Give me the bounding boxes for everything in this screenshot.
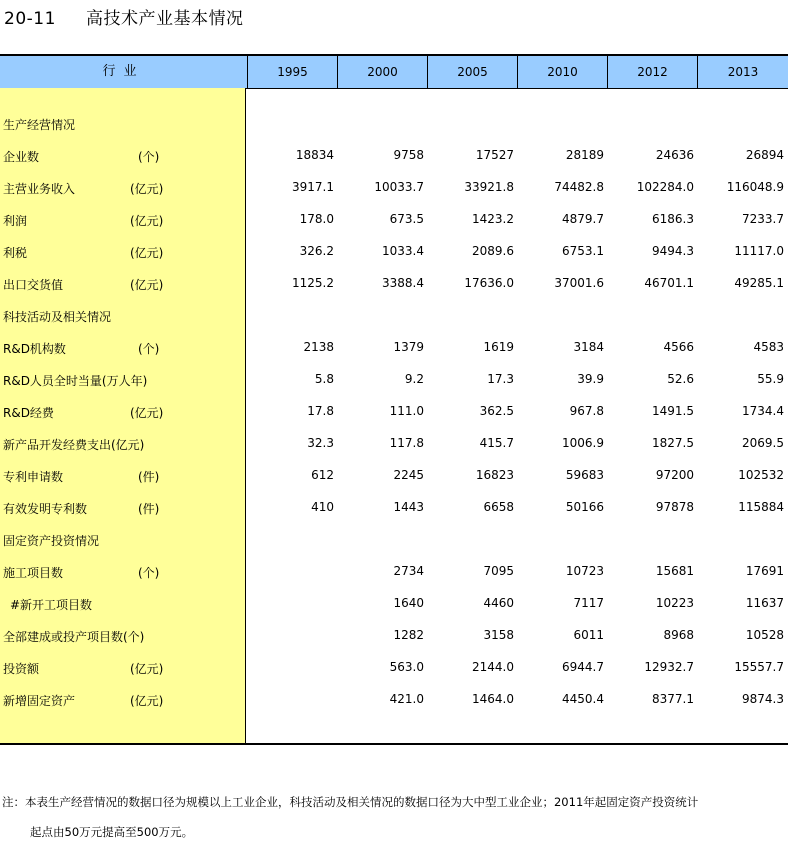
table-row <box>0 436 788 456</box>
table-cell: 97200 <box>655 468 694 482</box>
row-unit: (件) <box>138 502 160 516</box>
table-cell: 415.7 <box>479 436 514 450</box>
table-row <box>0 372 788 392</box>
table-cell: 3917.1 <box>292 180 334 194</box>
table-cell: 3158 <box>483 628 514 642</box>
table-cell: 7233.7 <box>742 212 784 226</box>
footnote-line-2: 起点由50万元提高至500万元。 <box>30 825 194 839</box>
data-table <box>0 54 788 745</box>
row-label: 专利申请数 <box>3 470 64 484</box>
table-cell: 52.6 <box>667 372 694 386</box>
header-stub: 行业 <box>102 64 145 79</box>
table-cell: 117.8 <box>389 436 424 450</box>
table-row <box>0 244 788 264</box>
row-label: 利润 <box>3 214 28 228</box>
row-unit: (亿元) <box>130 694 164 708</box>
table-cell: 1734.4 <box>742 404 784 418</box>
table-cell: 1491.5 <box>652 404 694 418</box>
table-cell: 6658 <box>483 500 514 514</box>
table-row <box>0 404 788 424</box>
table-cell: 421.0 <box>389 692 424 706</box>
table-row <box>0 148 788 168</box>
table-cell: 59683 <box>565 468 604 482</box>
table-cell: 17.8 <box>307 404 334 418</box>
table-cell: 1423.2 <box>472 212 514 226</box>
row-label: R&D机构数 <box>3 342 66 356</box>
table-title <box>4 4 244 29</box>
table-cell: 2245 <box>393 468 424 482</box>
table-cell: 6186.3 <box>652 212 694 226</box>
table-row <box>0 628 788 648</box>
row-label: 全部建成或投产项目数(个) <box>3 630 145 644</box>
row-unit: (亿元) <box>130 406 164 420</box>
table-cell: 116048.9 <box>726 180 784 194</box>
table-cell: 102532 <box>738 468 784 482</box>
table-cell: 2144.0 <box>472 660 514 674</box>
table-cell: 10033.7 <box>374 180 424 194</box>
table-bottom-border <box>0 743 788 745</box>
table-cell: 10223 <box>655 596 694 610</box>
row-unit: (件) <box>138 470 160 484</box>
table-row <box>0 532 788 552</box>
table-cell: 1827.5 <box>652 436 694 450</box>
row-unit: (个) <box>138 342 160 356</box>
table-cell: 2138 <box>303 340 334 354</box>
table-cell: 563.0 <box>389 660 424 674</box>
row-unit: (亿元) <box>130 182 164 196</box>
table-cell: 97878 <box>655 500 694 514</box>
table-cell: 46701.1 <box>644 276 694 290</box>
table-cell: 17691 <box>745 564 784 578</box>
row-label: 新产品开发经费支出(亿元) <box>3 438 145 452</box>
row-unit: (个) <box>138 566 160 580</box>
table-cell: 28189 <box>565 148 604 162</box>
header-year: 1995 <box>247 56 337 88</box>
row-label: 科技活动及相关情况 <box>3 310 112 324</box>
table-cell: 1033.4 <box>382 244 424 258</box>
header-year: 2010 <box>517 56 607 88</box>
table-cell: 673.5 <box>389 212 424 226</box>
table-cell: 4583 <box>753 340 784 354</box>
row-label: #新开工项目数 <box>10 598 93 612</box>
table-cell: 6944.7 <box>562 660 604 674</box>
row-label: 投资额 <box>3 662 40 676</box>
table-cell: 4879.7 <box>562 212 604 226</box>
table-number: 20-11 <box>4 9 56 29</box>
table-cell: 6011 <box>573 628 604 642</box>
header-year: 2005 <box>427 56 517 88</box>
table-cell: 17527 <box>475 148 514 162</box>
table-cell: 1282 <box>393 628 424 642</box>
table-cell: 1640 <box>393 596 424 610</box>
row-unit: (亿元) <box>130 662 164 676</box>
table-cell: 1006.9 <box>562 436 604 450</box>
table-cell: 55.9 <box>757 372 784 386</box>
table-cell: 1619 <box>483 340 514 354</box>
table-cell: 3388.4 <box>382 276 424 290</box>
table-cell: 6753.1 <box>562 244 604 258</box>
table-title-text: 高技术产业基本情况 <box>86 9 244 29</box>
row-unit: (个) <box>138 150 160 164</box>
table-cell: 50166 <box>565 500 604 514</box>
table-cell: 49285.1 <box>734 276 784 290</box>
table-cell: 17636.0 <box>464 276 514 290</box>
row-label: 新增固定资产 <box>3 694 76 708</box>
header-year: 2013 <box>697 56 788 88</box>
table-cell: 5.8 <box>314 372 334 386</box>
table-cell: 1379 <box>393 340 424 354</box>
table-cell: 9758 <box>393 148 424 162</box>
table-cell: 178.0 <box>299 212 334 226</box>
row-unit: (亿元) <box>130 278 164 292</box>
table-row <box>0 180 788 200</box>
table-row <box>0 660 788 680</box>
row-label: 出口交货值 <box>3 278 64 292</box>
header-year: 2012 <box>607 56 697 88</box>
table-row <box>0 308 788 328</box>
table-cell: 16823 <box>475 468 514 482</box>
table-row <box>0 276 788 296</box>
table-row <box>0 564 788 584</box>
table-cell: 612 <box>311 468 334 482</box>
table-row <box>0 468 788 488</box>
table-cell: 9874.3 <box>742 692 784 706</box>
row-unit: (亿元) <box>130 214 164 228</box>
row-label: 有效发明专利数 <box>3 502 88 516</box>
table-cell: 410 <box>311 500 334 514</box>
table-cell: 967.8 <box>569 404 604 418</box>
table-cell: 8968 <box>663 628 694 642</box>
footnote-line-1: 注：本表生产经营情况的数据口径为规模以上工业企业，科技活动及相关情况的数据口径为大中型工业企业；2011年起固定资产投资统计 <box>2 795 699 809</box>
table-cell: 15557.7 <box>734 660 784 674</box>
table-cell: 12932.7 <box>644 660 694 674</box>
table-header <box>0 56 788 88</box>
table-cell: 2069.5 <box>742 436 784 450</box>
row-label: R&D人员全时当量(万人年) <box>3 374 148 388</box>
table-row <box>0 692 788 712</box>
row-label: 主营业务收入 <box>3 182 76 196</box>
table-cell: 1443 <box>393 500 424 514</box>
table-cell: 24636 <box>655 148 694 162</box>
table-cell: 115884 <box>738 500 784 514</box>
table-cell: 9.2 <box>404 372 424 386</box>
table-cell: 7095 <box>483 564 514 578</box>
row-label: 固定资产投资情况 <box>3 534 100 548</box>
table-cell: 102284.0 <box>636 180 694 194</box>
row-label: 生产经营情况 <box>3 118 76 132</box>
table-cell: 9494.3 <box>652 244 694 258</box>
table-cell: 11117.0 <box>734 244 784 258</box>
table-row <box>0 212 788 232</box>
table-cell: 74482.8 <box>554 180 604 194</box>
table-cell: 111.0 <box>389 404 424 418</box>
row-label: 企业数 <box>3 150 40 164</box>
row-unit: (亿元) <box>130 246 164 260</box>
header-year: 2000 <box>337 56 427 88</box>
row-label: 施工项目数 <box>3 566 64 580</box>
row-label: 利税 <box>3 246 28 260</box>
table-cell: 2734 <box>393 564 424 578</box>
table-row <box>0 340 788 360</box>
table-cell: 10723 <box>565 564 604 578</box>
table-cell: 4566 <box>663 340 694 354</box>
table-cell: 1125.2 <box>292 276 334 290</box>
table-cell: 15681 <box>655 564 694 578</box>
table-cell: 326.2 <box>299 244 334 258</box>
table-cell: 1464.0 <box>472 692 514 706</box>
table-cell: 33921.8 <box>464 180 514 194</box>
table-row <box>0 116 788 136</box>
table-cell: 362.5 <box>479 404 514 418</box>
table-row <box>0 596 788 616</box>
table-cell: 10528 <box>745 628 784 642</box>
table-cell: 4450.4 <box>562 692 604 706</box>
table-cell: 37001.6 <box>554 276 604 290</box>
row-label: R&D经费 <box>3 406 54 420</box>
table-cell: 3184 <box>573 340 604 354</box>
table-cell: 18834 <box>295 148 334 162</box>
table-cell: 32.3 <box>307 436 334 450</box>
table-row <box>0 500 788 520</box>
table-cell: 26894 <box>745 148 784 162</box>
table-cell: 7117 <box>573 596 604 610</box>
table-cell: 11637 <box>745 596 784 610</box>
table-cell: 8377.1 <box>652 692 694 706</box>
table-cell: 4460 <box>483 596 514 610</box>
table-cell: 17.3 <box>487 372 514 386</box>
table-cell: 2089.6 <box>472 244 514 258</box>
table-cell: 39.9 <box>577 372 604 386</box>
